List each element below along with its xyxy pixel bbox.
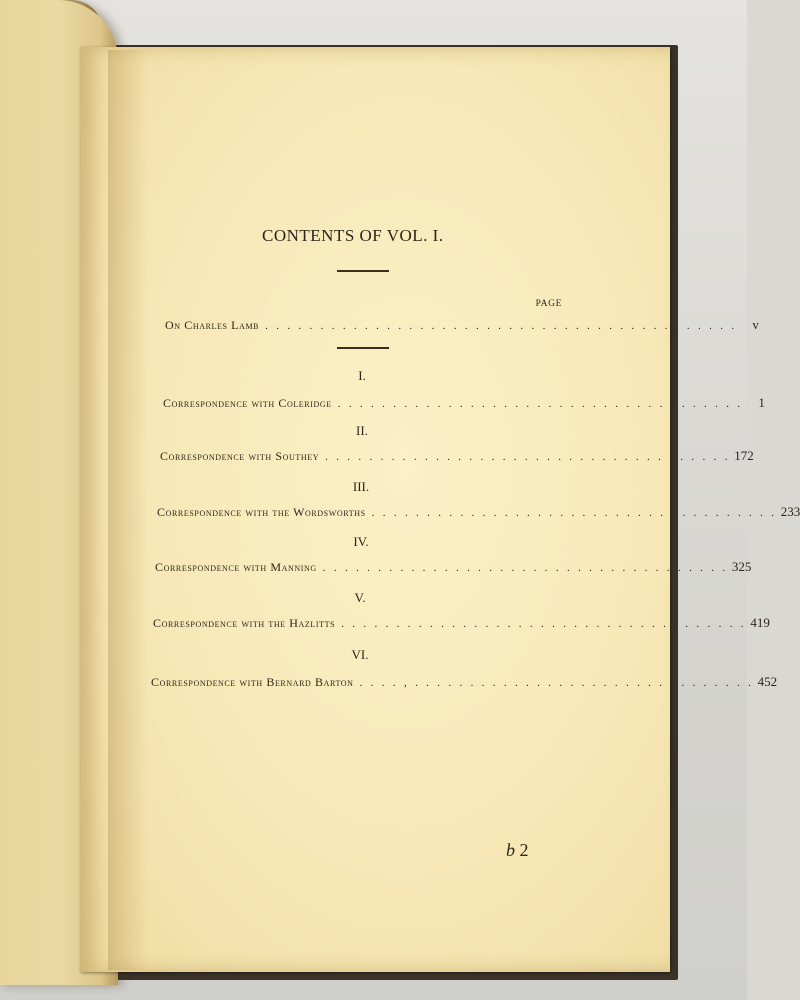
page-title: CONTENTS OF VOL. I. [262,226,444,245]
toc-entry [153,615,770,631]
dot-leader: . . . . . . . . . . . . . . . . . . . . . . . . . . . . . . . . . . . . . [337,398,743,410]
section-numeral: VI. [351,647,369,662]
toc-entry-label: Correspondence with the Hazlitts [153,616,336,630]
title-rule [337,270,389,272]
section-numeral: V. [354,590,366,605]
dot-leader: . . . . . . . . . . . . . . . . . . . . . . . . . . . . . . . . . . . . . . . . . . . [265,320,737,332]
toc-entry-page: 172 [734,448,754,463]
toc-entry-label: Correspondence with Bernard Barton [151,675,354,689]
toc-entry-label: Correspondence with Coleridge [163,396,332,410]
page-column-label: PAGE [535,299,562,309]
signature-letter: b [506,840,515,860]
toc-entry-label: Correspondence with the Wordsworths [157,505,366,519]
section-numeral: IV. [353,534,369,549]
section-numeral: II. [356,423,368,438]
dot-leader: . . . . . . . . . . . . . . . . . . . . . . . . . . . . . . . . . . . . . [371,507,777,519]
toc-entry-page: 452 [757,674,778,689]
section-numeral: III. [352,479,370,494]
intro-rule [337,347,389,349]
toc-entry-label: On Charles Lamb [165,318,260,332]
toc-entry [160,448,754,464]
toc-entry-label: Correspondence with Southey [160,449,320,463]
toc-entry [157,504,800,520]
section-numeral: I. [358,368,366,383]
dot-leader: . . . . . . . . . . . . . . . . . . . . . . . . . . . . . . . . . . . . . [341,618,747,630]
toc-entry [151,674,778,690]
toc-entry [155,559,752,575]
toc-entry-page: v [752,317,759,332]
signature-mark [506,840,529,861]
toc-entry-intro [165,317,759,333]
signature-number: 2 [519,840,529,860]
toc-entry-page: 325 [731,559,752,574]
toc-entry-label: Correspondence with Manning [155,560,317,574]
dot-leader: . . . . . . . . . . . . . . . . . . . . . . . . . . . . . . . . . . . . . [325,451,731,463]
toc-entry-page: 1 [758,395,765,410]
dot-leader: . . . . , . . . . . . . . . . . . . . . . . . . . . . . . . . . . . . . [359,677,754,689]
page-gutter-shadow [108,50,148,970]
toc-entry-page: 233 [780,504,800,519]
toc-entry [163,395,765,411]
toc-entry-page: 419 [750,615,770,630]
dot-leader: . . . . . . . . . . . . . . . . . . . . . . . . . . . . . . . . . . . . . [322,562,728,574]
